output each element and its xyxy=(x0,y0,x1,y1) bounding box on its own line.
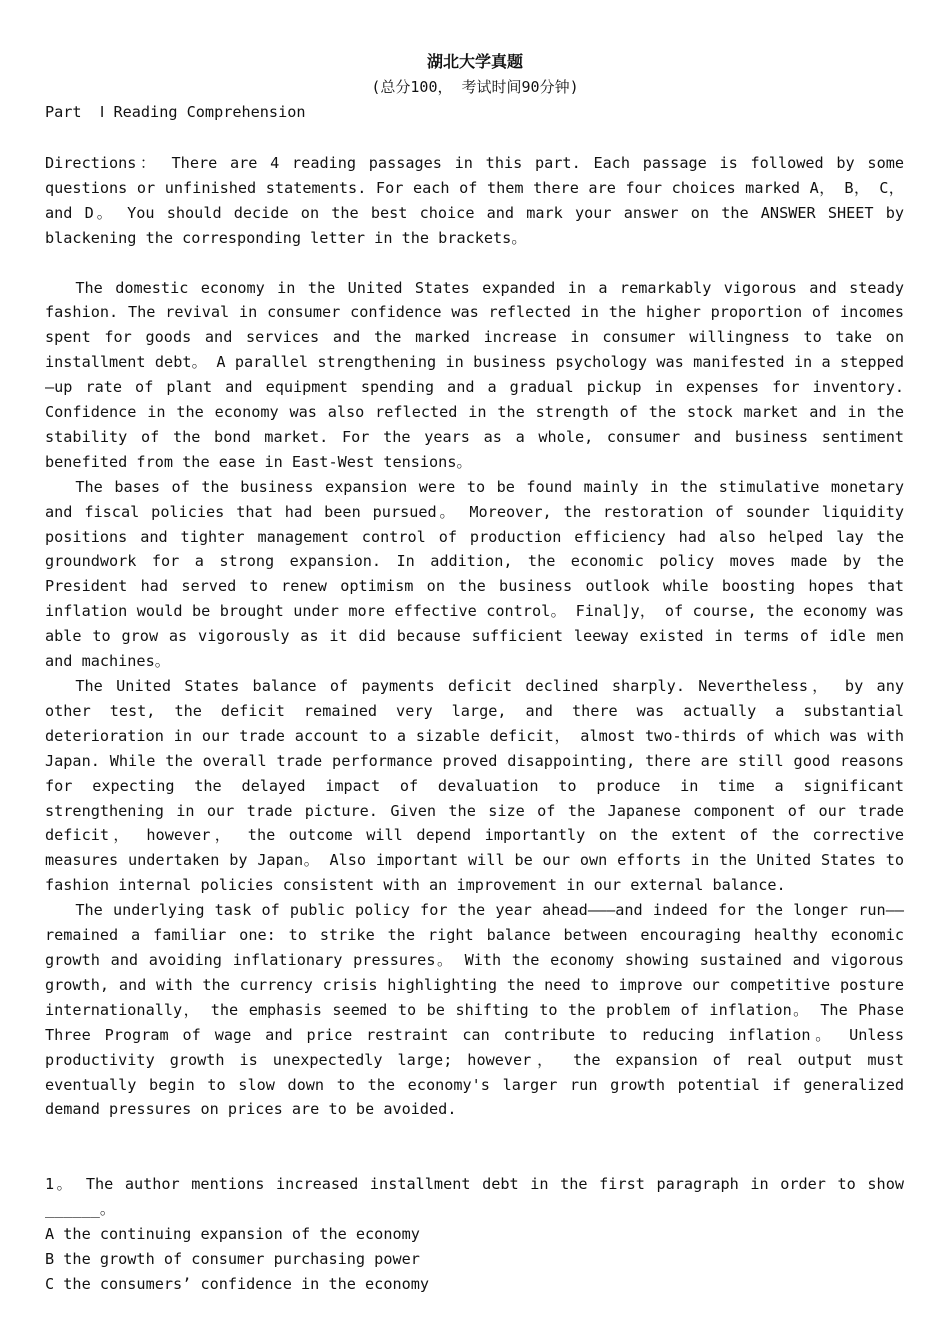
exam-info: (总分100， 考试时间90分钟) xyxy=(371,78,579,96)
reading-body xyxy=(45,151,904,1122)
option-c[interactable]: C the consumers’ confidence in the economy xyxy=(45,1274,430,1293)
passage-paragraph-3: The United States balance of payments deficit declined sharply. Nevertheless， by any other test, the deficit remained very large, and there was actually a substantial deterioration in our trade account to a sizable deficit， almost two-thirds of which was with Japan. While the overall trade performance proved disappointing, there are still good reasons for expecting the delayed impact of devaluation to produce in time a significant strengthening in our trade picture. Given the size of the Japanese component of our trade deficit， however， the outcome will depend importantly on the extent of the corrective measures undertaken by Japan。 Also important will be our own efforts in the United States to fashion internal policies consistent with an improvement in our external balance. xyxy=(45,677,904,895)
spacer xyxy=(45,251,904,276)
option-a[interactable]: A the continuing expansion of the economy xyxy=(45,1224,420,1243)
question-stem: 1。 The author mentions increased installment debt in the first paragraph in order to show ______。 xyxy=(45,1175,904,1218)
option-b[interactable]: B the growth of consumer purchasing power xyxy=(45,1249,420,1268)
passage-paragraph-2: The bases of the business expansion were to be found mainly in the stimulative monetary and fiscal policies that had been pursued。 Moreover, the restoration of sounder liquidity positions and tighter management control of production efficiency had also helped lay the groundwork for a strong expansion. In addition, the economic policy moves made by the President had served to renew optimism on the business outlook while boosting hopes that inflation would be brought under more effective control。 Final]y， of course, the economy was able to grow as vigorously as it did because sufficient leeway existed in terms of idle men and machines。 xyxy=(45,477,904,671)
passage-paragraph-4: The underlying task of public policy for the year ahead———and indeed for the longer run——remained a familiar one: to strike the right balance between encouraging healthy economic growth and avoiding inflationary pressures。 With the economy showing sustained and vigorous growth, and with the currency crisis highlighting the need to improve our competitive posture internationally， the emphasis seemed to be shifting to the problem of inflation。 The Phase Three Program of wage and price restraint can contribute to reducing inflation。 Unless productivity growth is unexpectedly large; however， the expansion of real output must eventually begin to slow down to the economy's larger run growth potential if generalized demand pressures on prices are to be avoided. xyxy=(45,901,904,1119)
page-title: 湖北大学真题 xyxy=(426,52,523,71)
part-heading: Part Ⅰ Reading Comprehension xyxy=(45,103,306,121)
directions-text: Directions： There are 4 reading passages in this part. Each passage is followed by some questions or unfinished statements. For each of them there are four choices marked A， B， C， and D。 You should decide on the best choice and mark your answer on the ANSWER SHEET by blackening the corresponding letter in the brackets。 xyxy=(45,154,904,247)
passage-paragraph-1: The domestic economy in the United States expanded in a remarkably vigorous and steady fashion. The revival in consumer confidence was reflected in the higher proportion of incomes spent for goods and services and the marked increase in consumer willingness to take on installment debt。 A parallel strengthening in business psychology was manifested in a stepped—up rate of plant and equipment spending and a gradual pickup in expenses for inventory. Confidence in the economy was also reflected in the strength of the stock market and in the stability of the bond market. For the years as a whole, consumer and business sentiment benefited from the ease in East-West tensions。 xyxy=(45,278,904,471)
question-1 xyxy=(45,1172,904,1297)
